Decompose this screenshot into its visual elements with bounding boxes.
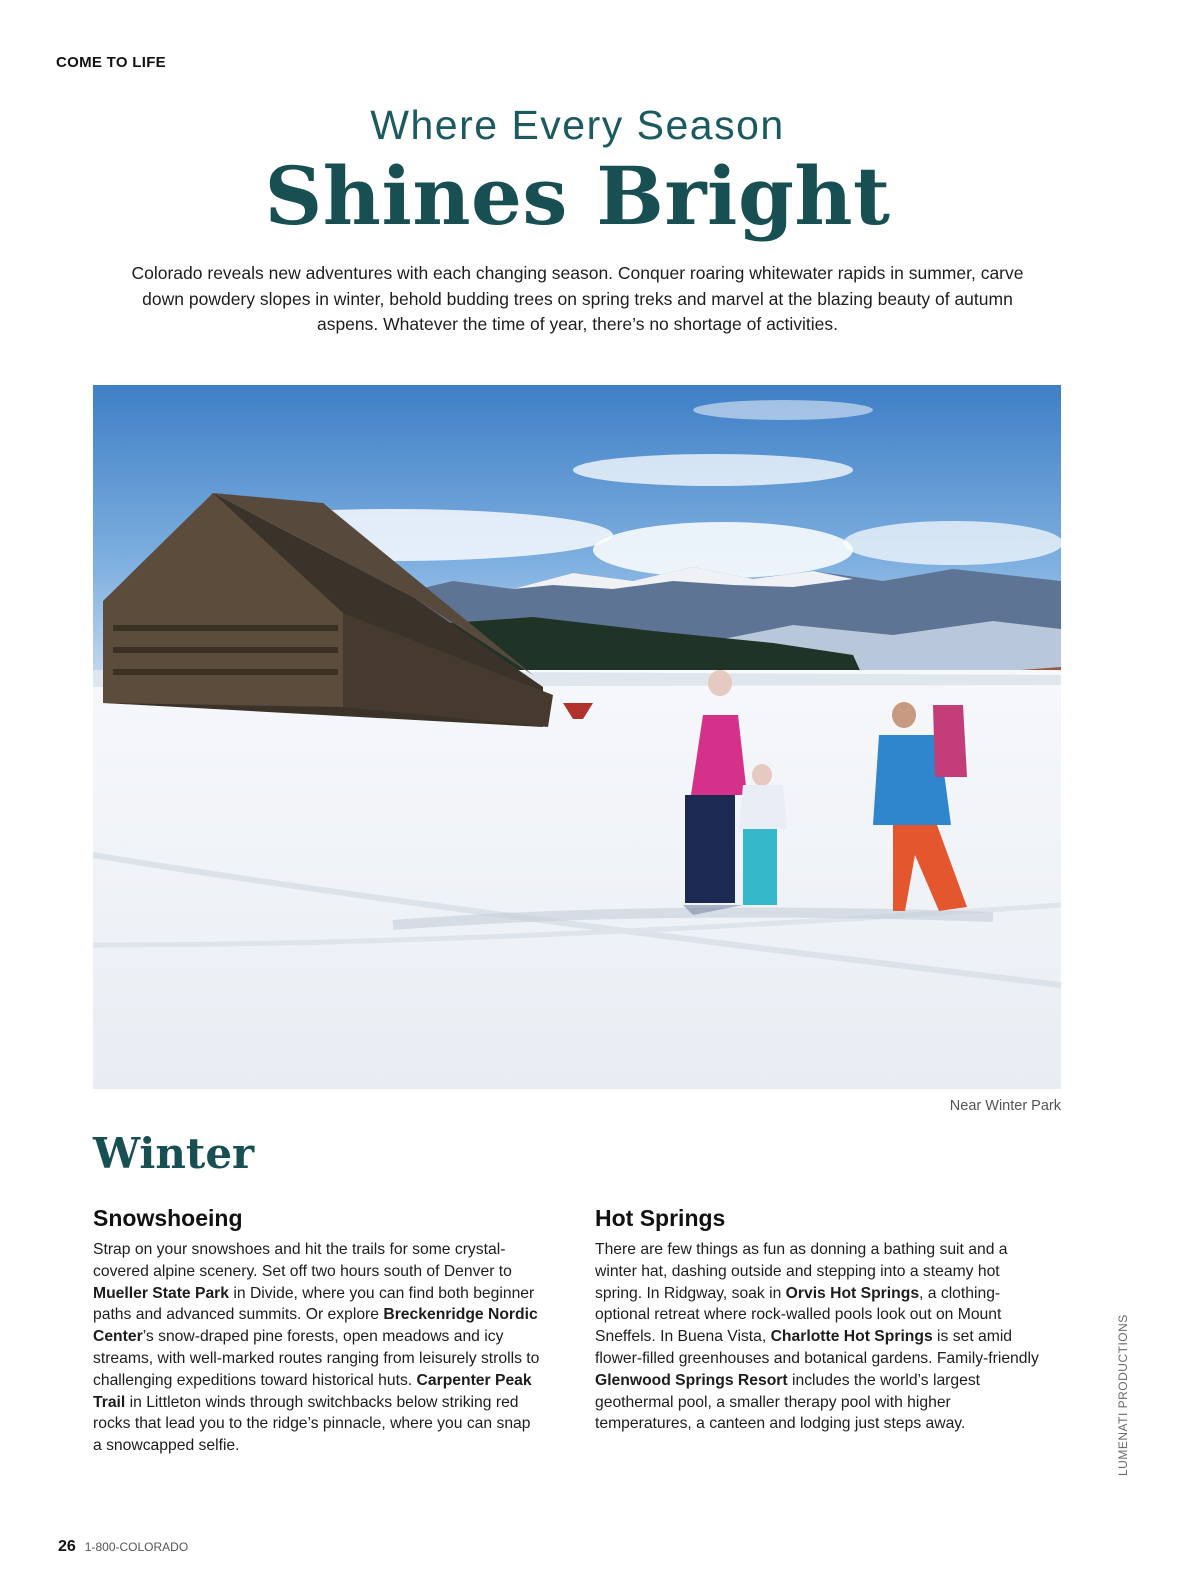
article-body: Strap on your snowshoes and hit the trails for some crystal-covered alpine scenery. Set off two hours south of Denver to Mueller State Park in Divide, where you can find both beginner paths and advanced summits. Or explore Breckenridge Nordic Center’s snow-draped pine forests, open meadows and icy streams, with well-marked routes ranging from leisurely strolls to challenging expeditions toward historical huts. Carpenter Peak Trail in Littleton winds through switchbacks below striking red rocks that lead you to the ridge’s pinnacle, where you can snap a snowcapped selfie. (93, 1241, 540, 1455)
article-title: Snowshoeing (93, 1205, 243, 1231)
place-name: Mueller State Park (93, 1284, 230, 1302)
phone-number: 1-800-COLORADO (84, 1540, 189, 1554)
place-name: Charlotte Hot Springs (770, 1328, 933, 1346)
place-name: Carpenter Peak Trail (93, 1371, 532, 1411)
photo-caption: Near Winter Park (949, 1098, 1061, 1114)
page-headline: Shines Bright (264, 149, 891, 243)
place-name: Glenwood Springs Resort (595, 1371, 788, 1389)
photo-credit: LUMENATI PRODUCTIONS (1116, 1314, 1130, 1476)
place-name: Orvis Hot Springs (785, 1284, 920, 1302)
section-label: COME TO LIFE (56, 54, 166, 71)
winter-photo (93, 385, 1061, 1089)
article-body: There are few things as fun as donning a bathing suit and a winter hat, dashing outside and stepping into a steamy hot spring. In Ridgway, soak in Orvis Hot Springs, a clothing-optional retreat where rock-walled pools look out on Mount Sneffels. In Buena Vista, Charlotte Hot Springs is set amid flower-filled greenhouses and botanical gardens. Family-friendly Glenwood Springs Resort includes the world’s largest geothermal pool, a smaller therapy pool with higher temperatures, a canteen and lodging just steps away. (595, 1241, 1039, 1433)
snowshoeing-article (93, 1205, 543, 1457)
page-footer (58, 1538, 188, 1556)
intro-paragraph: Colorado reveals new adventures with each changing season. Conquer roaring whitewater rapids in summer, carve down powdery slopes in winter, behold budding trees on spring treks and marvel at the blazing beauty of autumn aspens. Whatever the time of year, there’s no shortage of activities. (131, 263, 1024, 334)
article-title: Hot Springs (595, 1205, 726, 1231)
headline-kicker: Where Every Season (370, 102, 785, 148)
season-heading: Winter (93, 1129, 255, 1178)
place-name: Breckenridge Nordic Center (93, 1306, 538, 1346)
page-number: 26 (58, 1538, 76, 1555)
hot-springs-article (595, 1205, 1045, 1435)
